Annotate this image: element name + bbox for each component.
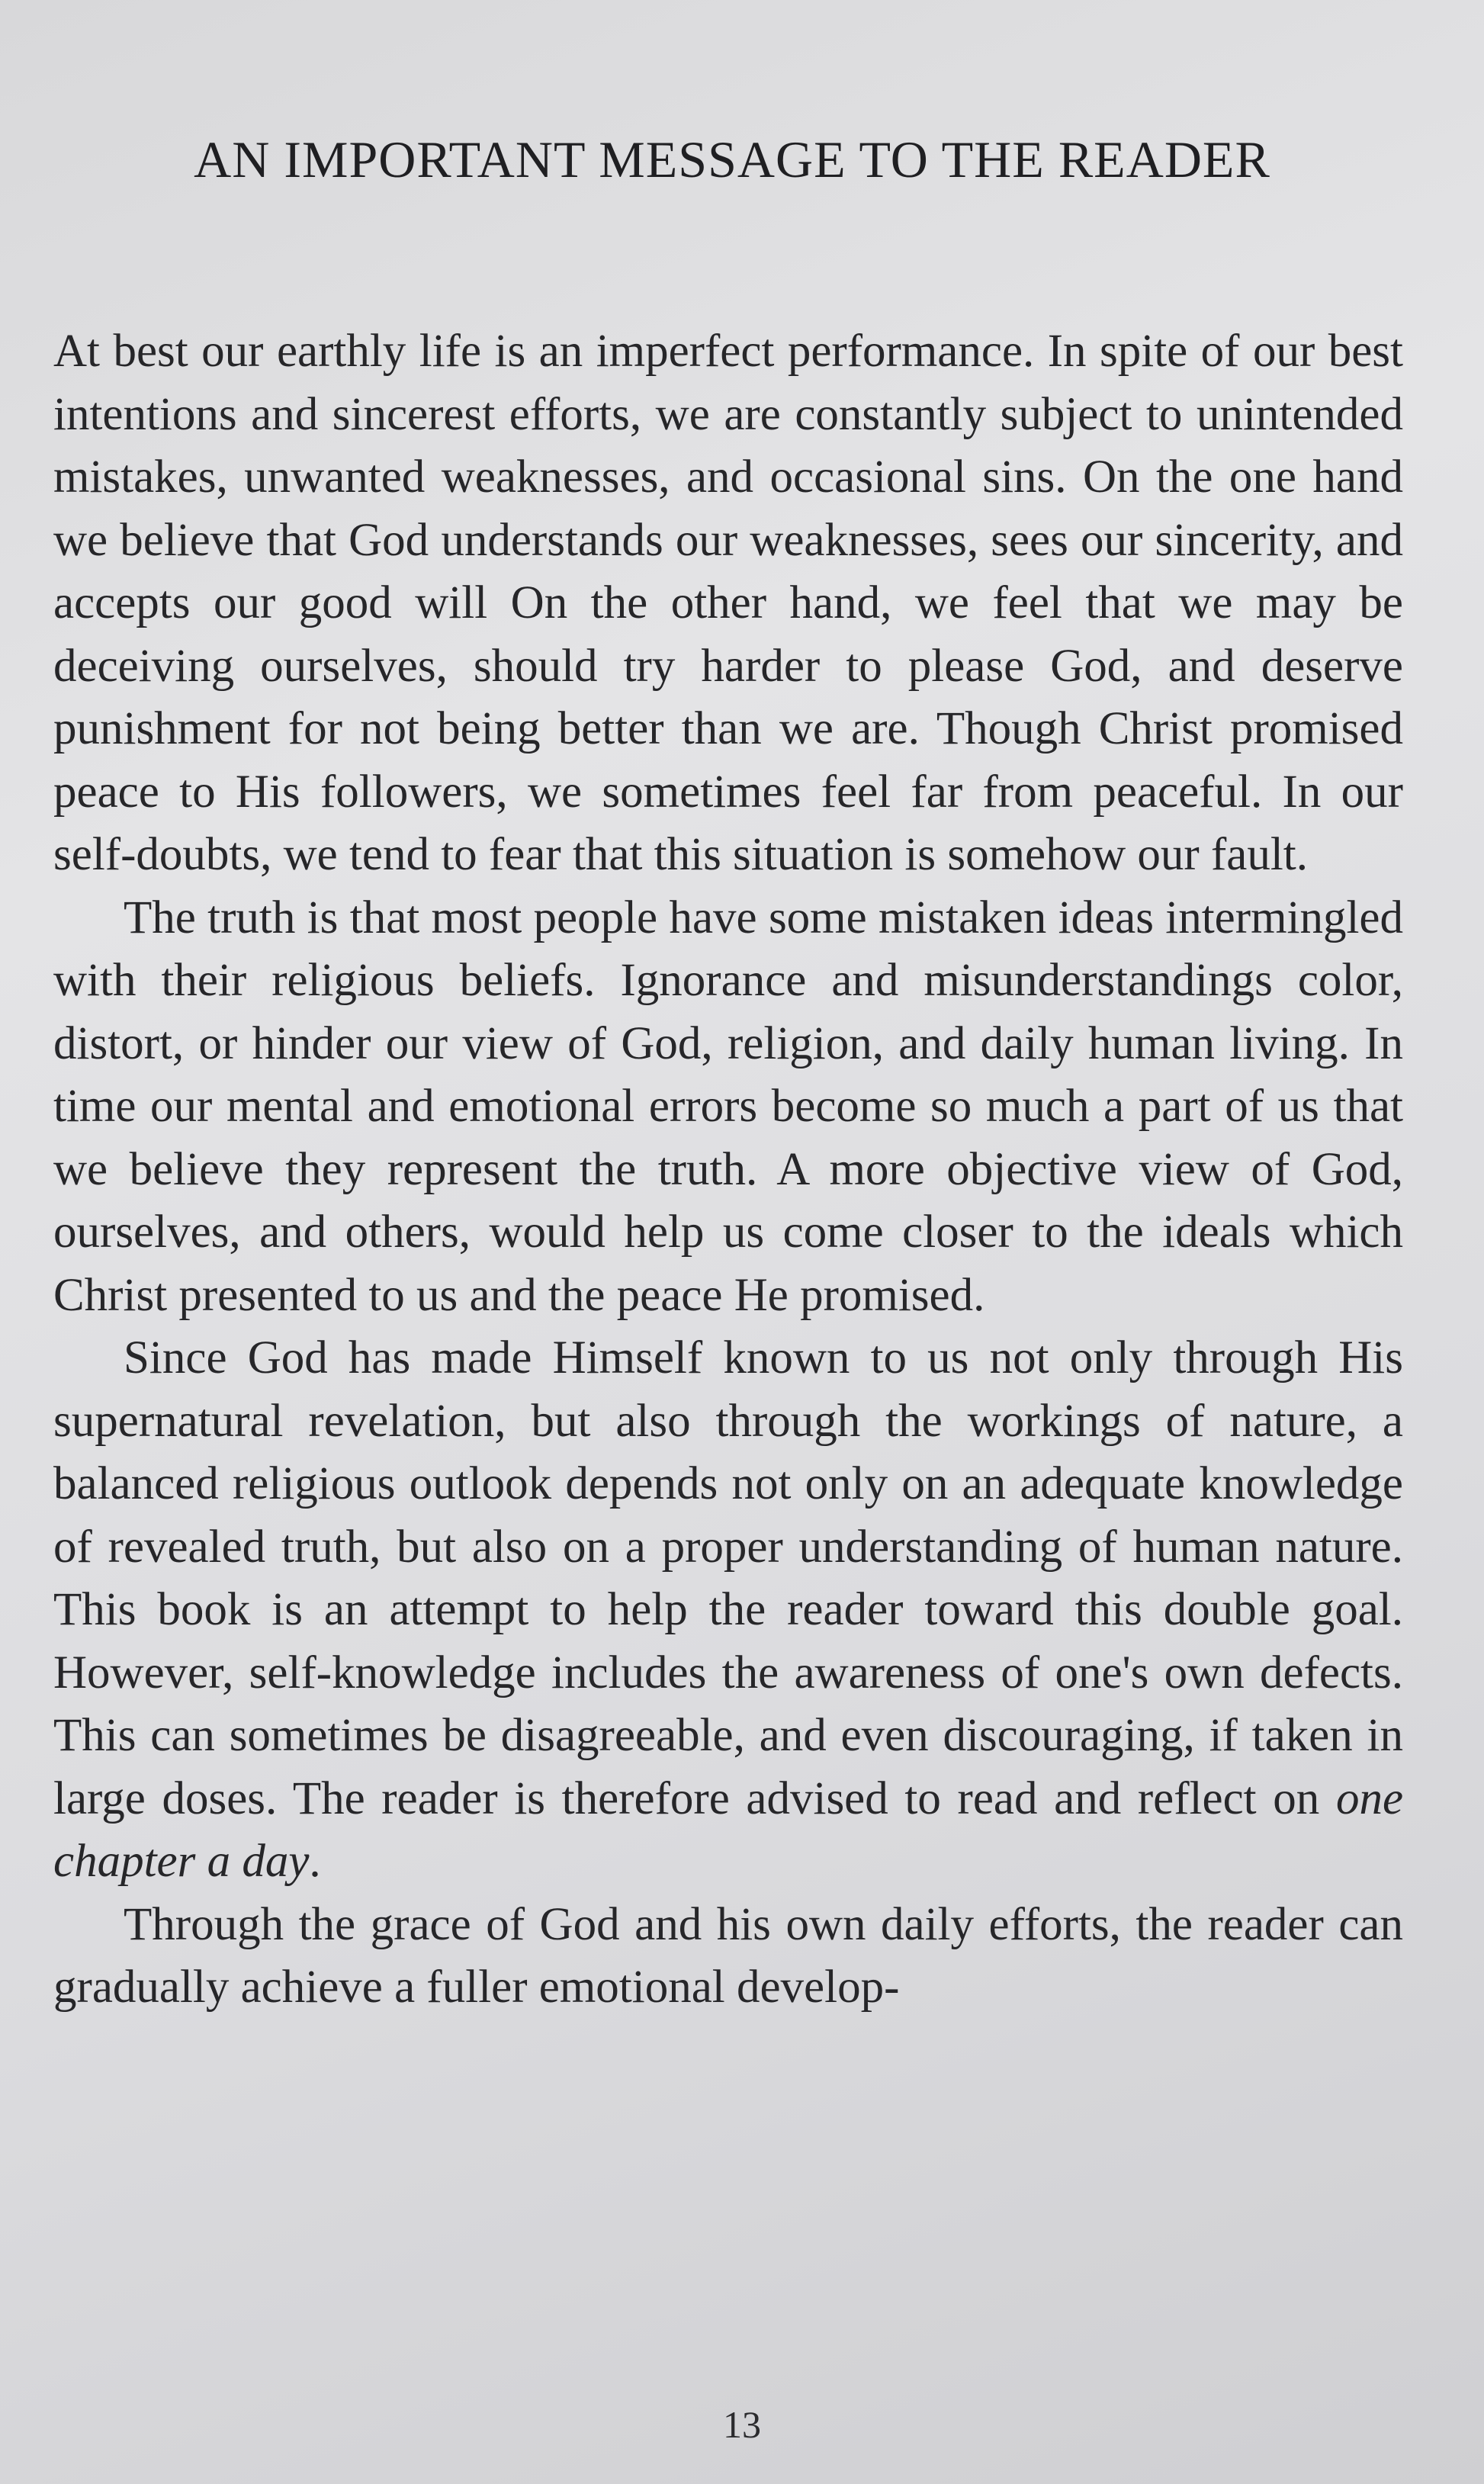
paragraph-3-end: . [309, 1836, 321, 1887]
paragraph-4: Through the grace of God and his own daily efforts, the reader can gradually achieve a fuller emotional develop- [53, 1898, 1403, 2013]
paragraph-3-text: Since God has made Himself known to us not only through His supernatural revelation, but also through the workings of nature, a balanced religious outlook depends not only on an adequate knowledge of revealed truth, but also on a proper understanding of human nature. This book is an attempt to help the reader toward this double goal. However, self-knowledge includes the awareness of one's own defects. This can sometimes be disagreeable, and even discouraging, if taken in large doses. The reader is therefore advised to read and reflect on [53, 1332, 1403, 1824]
body-text [53, 320, 1403, 2020]
page-heading: AN IMPORTANT MESSAGE TO THE READER [194, 130, 1270, 188]
paragraph-1: At best our earthly life is an imperfect performance. In spite of our best intentions and sincerest efforts, we are constantly subject to unintended mistakes, unwanted weaknesses, and occasional sins. On the one hand we believe that God understands our weaknesses, sees our sincerity, and accepts our good will On the other hand, we feel that we may be deceiving ourselves, should try harder to please God, and deserve punishment for not being better than we are. Though Christ promised peace to His followers, we sometimes feel far from peaceful. In our self-doubts, we tend to fear that this situation is somehow our fault. [53, 326, 1403, 880]
paragraph-3 [53, 1327, 1403, 1894]
bleed-through-text [92, 0, 1403, 122]
paragraph-3-emphasis: one chapter a day [53, 1772, 1404, 1887]
paragraph-2: The truth is that most people have some mistaken ideas intermingled with their religious beliefs. Ignorance and misunderstandings color, distort, or hinder our view of God, religion, and daily human living. In time our mental and emotional errors become so much a part of us that we believe they represent the truth. A more objective view of God, ourselves, and others, would help us come closer to the ideals which Christ presented to us and the peace He promised. [53, 892, 1403, 1321]
page-number: 13 [723, 2403, 761, 2446]
